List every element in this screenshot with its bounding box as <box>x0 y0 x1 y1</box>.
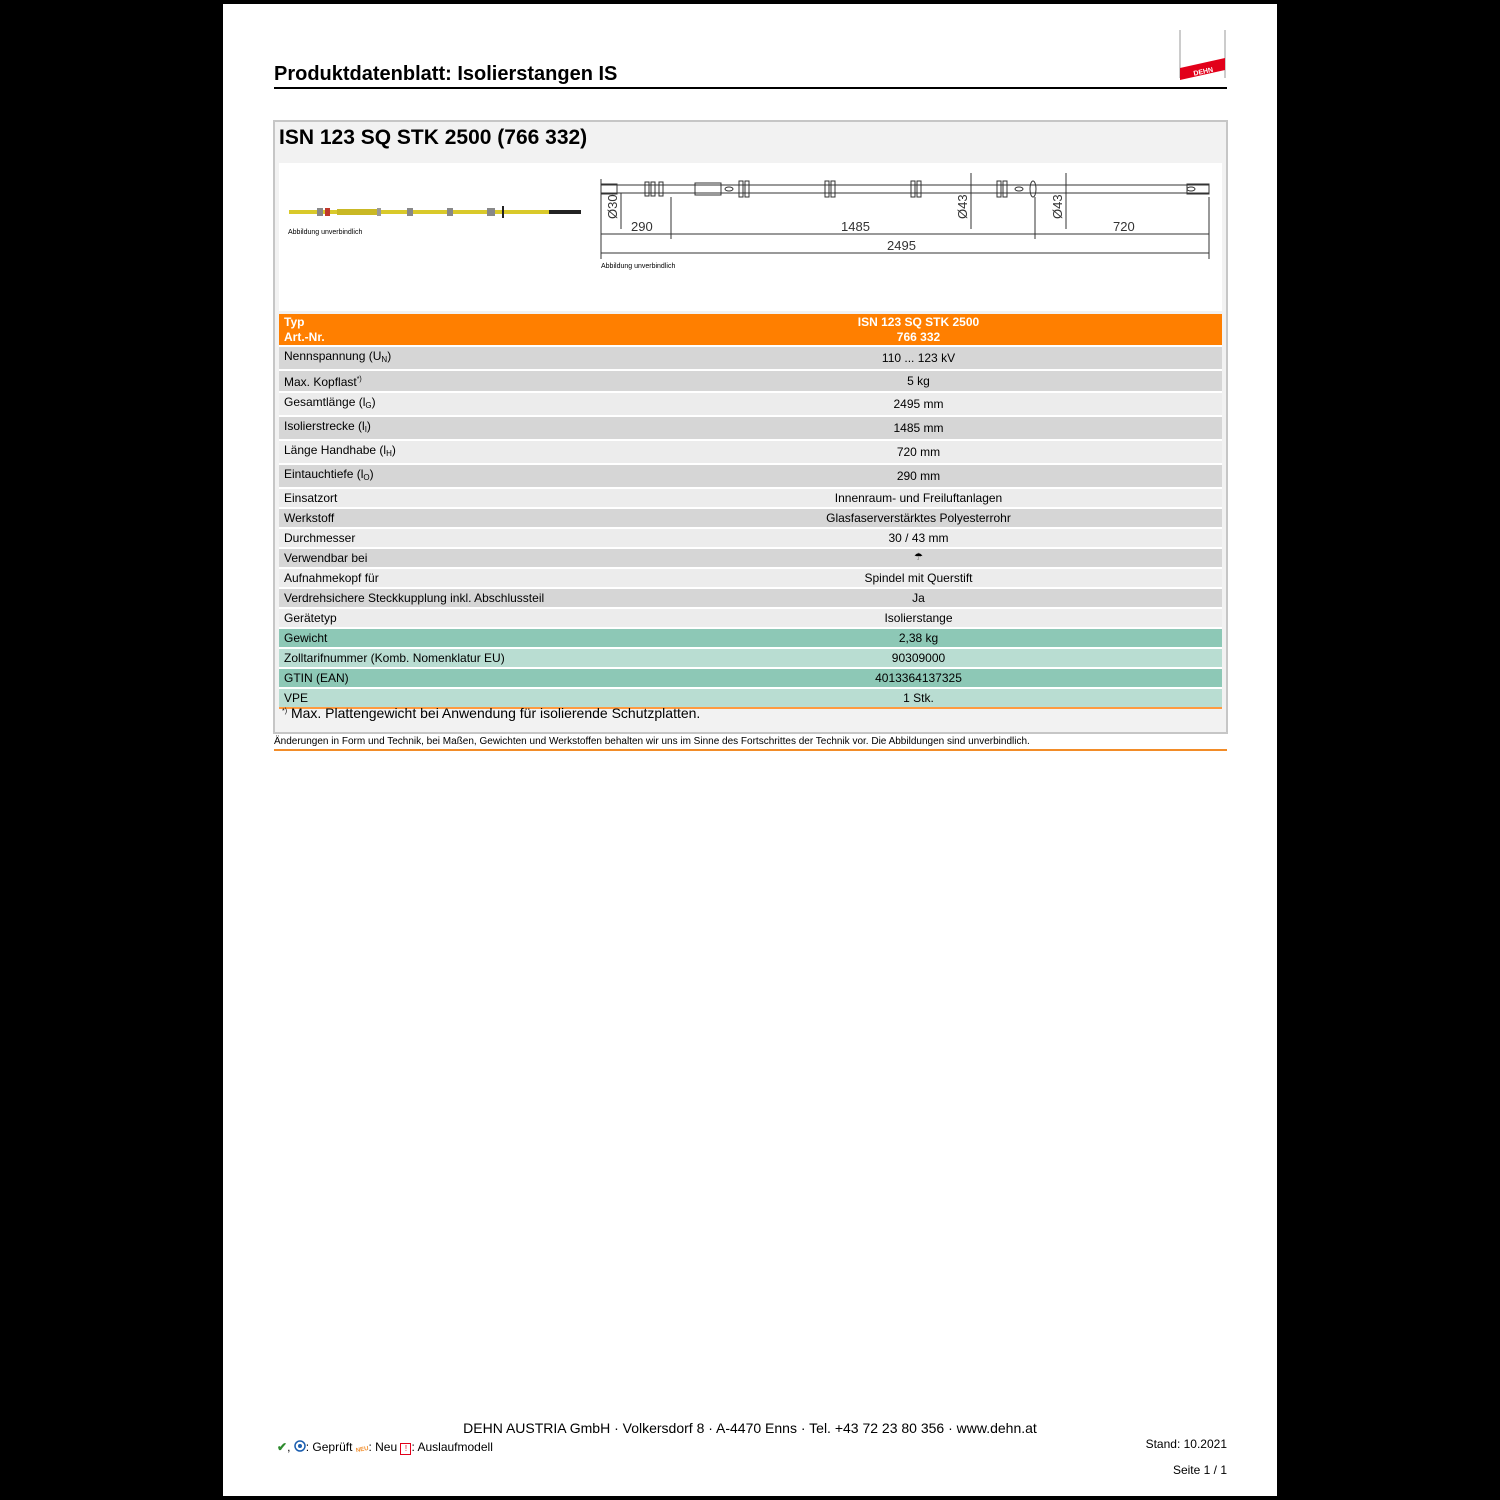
dim-720: 720 <box>1113 219 1135 234</box>
spec-row <box>279 667 1222 687</box>
spec-row <box>279 647 1222 667</box>
dim-2495: 2495 <box>887 238 916 253</box>
spec-row <box>279 627 1222 647</box>
spec-label: Eintauchtiefe $(l_O)$ <box>279 463 615 487</box>
art-value: 766 332 <box>615 330 1222 345</box>
technical-drawing <box>599 169 1221 269</box>
art-label: Art.-Nr. <box>279 330 615 345</box>
spec-label: Max. Kopflast*) <box>279 369 615 391</box>
spec-table <box>279 314 1222 709</box>
status-legend <box>277 1440 493 1455</box>
page-title: Produktdatenblatt: Isolierstangen IS <box>274 63 618 85</box>
typ-label: Typ <box>279 314 615 330</box>
spec-label: Länge Handhabe $(l_H)$ <box>279 439 615 463</box>
dim-diameter-right: Ø43 <box>1050 194 1065 219</box>
dehn-logo <box>1177 30 1227 80</box>
spec-row <box>279 487 1222 507</box>
tested-seal-icon <box>294 1440 306 1452</box>
weather-icon: ☂ <box>615 547 1222 567</box>
spec-row <box>279 369 1222 391</box>
legend-new: : Neu <box>368 1440 398 1454</box>
spec-row <box>279 439 1222 463</box>
product-title: ISN 123 SQ STK 2500 (766 332) <box>279 126 588 149</box>
legend-separator: , <box>287 1440 291 1454</box>
new-badge-icon: NEU <box>355 1445 369 1455</box>
checkmark-icon: ✔ <box>277 1440 288 1454</box>
spec-label: Zolltarifnummer (Komb. Nomenklatur EU) <box>279 647 615 667</box>
dim-290: 290 <box>631 219 653 234</box>
spec-value: 2495 mm <box>615 391 1222 415</box>
dim-1485: 1485 <box>841 219 870 234</box>
spec-value: Isolierstange <box>615 607 1222 627</box>
footer-divider <box>274 749 1227 751</box>
spec-label: Durchmesser <box>279 527 615 547</box>
spec-value: 90309000 <box>615 647 1222 667</box>
spec-label: Einsatzort <box>279 487 615 507</box>
legend-discontinued: : Auslaufmodell <box>411 1440 493 1454</box>
spec-row <box>279 547 1222 567</box>
spec-label: VPE <box>279 687 615 709</box>
spec-label: Gerätetyp <box>279 607 615 627</box>
spec-row <box>279 607 1222 627</box>
dim-diameter-left: Ø30 <box>605 194 620 219</box>
spec-row <box>279 527 1222 547</box>
photo-caption: Abbildung unverbindlich <box>288 229 363 236</box>
dim-diameter-mid: Ø43 <box>955 194 970 219</box>
spec-header-row <box>279 314 1222 330</box>
spec-value: 1485 mm <box>615 415 1222 439</box>
spec-header-row <box>279 330 1222 345</box>
spec-value: 720 mm <box>615 439 1222 463</box>
spec-row <box>279 391 1222 415</box>
spec-row <box>279 345 1222 369</box>
dehn-logo-text: DEHN <box>1192 66 1214 78</box>
spec-value: 110 ... 123 kV <box>615 345 1222 369</box>
legend-tested: : Geprüft <box>305 1440 353 1454</box>
spec-label: Verdrehsichere Steckkupplung inkl. Abschlussteil <box>279 587 615 607</box>
drawing-caption: Abbildung unverbindlich <box>601 263 676 270</box>
spec-row <box>279 415 1222 439</box>
spec-value: Innenraum- und Freiluftanlagen <box>615 487 1222 507</box>
spec-label: Isolierstrecke $(l_I)$ <box>279 415 615 439</box>
spec-value: 290 mm <box>615 463 1222 487</box>
spec-label: Gewicht <box>279 627 615 647</box>
spec-row <box>279 587 1222 607</box>
spec-value: Spindel mit Querstift <box>615 567 1222 587</box>
footnote-text: Max. Plattengewicht bei Anwendung für isolierende Schutzplatten. <box>287 705 701 721</box>
product-images <box>279 163 1222 311</box>
datasheet-page <box>223 4 1277 1496</box>
spec-value: 30 / 43 mm <box>615 527 1222 547</box>
revision-date: Stand: 10.2021 <box>1145 1437 1227 1451</box>
spec-label: Werkstoff <box>279 507 615 527</box>
page-number: Seite 1 / 1 <box>1172 1463 1227 1477</box>
spec-row <box>279 567 1222 587</box>
spec-label: Gesamtlänge $(l_G)$ <box>279 391 615 415</box>
spec-value: Glasfaserverstärktes Polyesterrohr <box>615 507 1222 527</box>
spec-value: 5 kg <box>615 369 1222 391</box>
footnote <box>282 705 700 721</box>
spec-label: Aufnahmekopf für <box>279 567 615 587</box>
product-photo <box>287 203 587 223</box>
spec-value: 1 Stk. <box>615 687 1222 709</box>
spec-value: 2,38 kg <box>615 627 1222 647</box>
spec-value: 4013364137325 <box>615 667 1222 687</box>
typ-value: ISN 123 SQ STK 2500 <box>615 314 1222 330</box>
spec-row <box>279 507 1222 527</box>
spec-label: Verwendbar bei <box>279 547 615 567</box>
discontinued-icon: ! <box>400 1443 411 1455</box>
spec-label: GTIN (EAN) <box>279 667 615 687</box>
title-divider <box>274 87 1227 89</box>
company-address: DEHN AUSTRIA GmbH · Volkersdorf 8 · A-4470 Enns · Tel. +43 72 23 80 356 · www.dehn.at <box>463 1420 1037 1436</box>
spec-value: Ja <box>615 587 1222 607</box>
footnote-mark: *) <box>282 708 288 715</box>
spec-row <box>279 463 1222 487</box>
disclaimer: Änderungen in Form und Technik, bei Maßen, Gewichten und Werkstoffen behalten wir uns im Sinne des Fortschrittes der Technik vor. Die Abbildungen sind unverbindlich. <box>274 736 1030 747</box>
spec-label: Nennspannung $(U_N)$ <box>279 345 615 369</box>
